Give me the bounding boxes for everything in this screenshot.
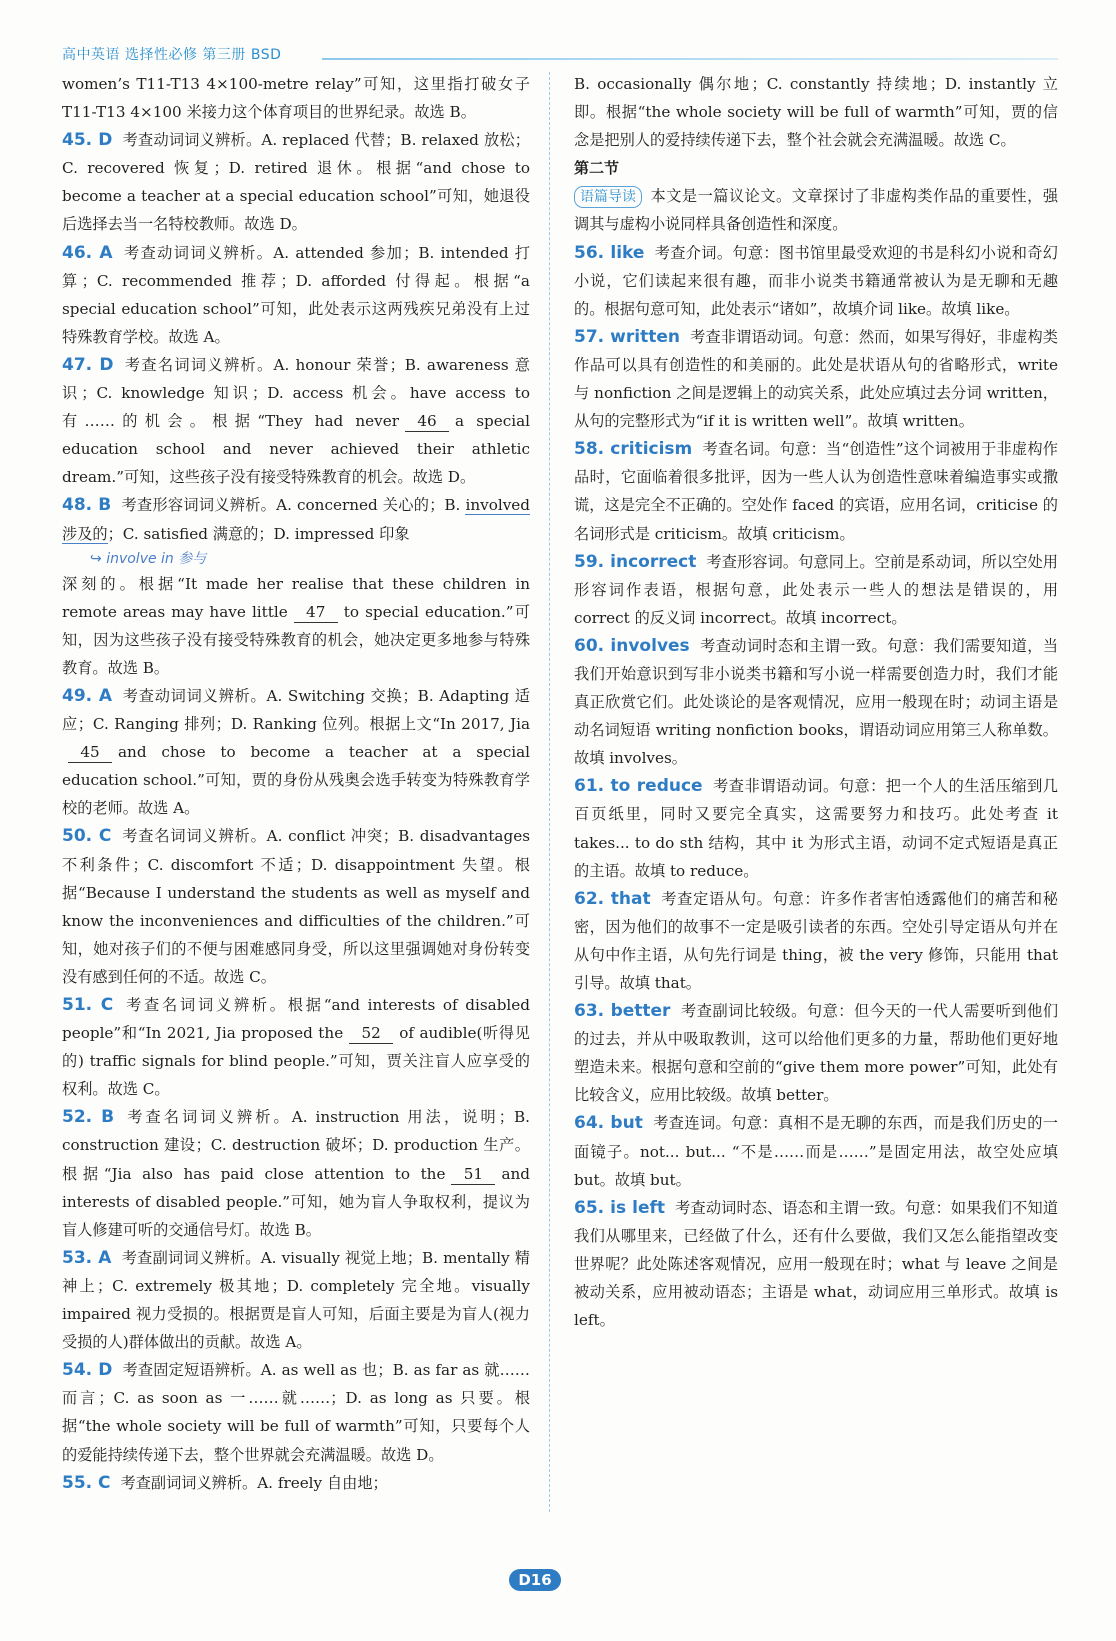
answer-57-text: 考查非谓语动词。句意：然而，如果写得好，非虚构类作品可以具有创造性的和美丽的。此处是状语从句的省略形式，write 与 nonfiction 之间是逻辑上的动宾关系，此处应填过去分词 written，从句的完整形式为“if it is written well”。故填 written。 [574, 327, 1058, 431]
answer-47-text-post: a special education school and never achieved their athletic dream.”可知，这些孩子没有接受特殊教育的机会。故选 D。 [62, 412, 530, 487]
answer-49 [62, 682, 530, 822]
page-header [62, 44, 1058, 66]
answer-51-text-pre: 考查名词词义辨析。根据“and interests of disabled people”和“In 2021, Jia proposed the [62, 996, 530, 1043]
answer-52-blank: 51 [451, 1164, 495, 1185]
answer-61 [574, 772, 1058, 884]
passage-guide-text: 本文是一篇议论文。文章探讨了非虚构类作品的重要性，强调其与虚构小说同样具备创造性和深度。 [574, 187, 1058, 234]
header-rule [322, 58, 1058, 60]
answer-48-text-post2: to special education.”可知，因为这些孩子没有接受特殊教育的机会，她决定更多地参与特殊教育。故选 B。 [62, 602, 530, 677]
answer-56-text: 考查介词。句意：图书馆里最受欢迎的书是科幻小说和奇幻小说，它们读起来很有趣，而非小说类书籍通常被认为是无聊和无趣的。根据句意可知，此处表示“诸如”，故填介词 like。故填 like。 [574, 243, 1058, 318]
answer-62 [574, 885, 1058, 997]
answer-48-number: 48. B [62, 495, 112, 516]
answer-47-blank: 46 [405, 411, 449, 432]
answer-54-text: 考查固定短语辨析。A. as well as 也；B. as far as 就……而言；C. as soon as 一……就……；D. as long as 只要。根据“the whole society will be full of warmth”可知，只要每个人的爱能持续传递下去，整个世界就会充满温暖。故选 D。 [62, 1361, 530, 1464]
answer-62-text: 考查定语从句。句意：许多作者害怕透露他们的痛苦和秘密，因为他们的故事不一定是吸引读者的东西。空处引导定语从句并在从句中作主语，从句先行词是 thing，被 the very 修饰，只能用 that 引导。故填 that。 [574, 889, 1058, 992]
answer-59 [574, 548, 1058, 632]
section-two-title: 第二节 [574, 159, 620, 178]
answer-60-number: 60. involves [574, 635, 690, 656]
answer-60-text: 考查动词时态和主谓一致。句意：我们需要知道，当我们开始意识到写非小说类书籍和写小说一样需要创造力时，我们才能真正欣赏它们。此处谈论的是客观情况，应用一般现在时；动词主语是动名词短语 writing nonfiction books，谓语动词应用第三人称单数。故填 involves。 [574, 636, 1059, 768]
answer-49-text-pre: 考查动词词义辨析。A. Switching 交换；B. Adapting 适应；C. Ranging 排列；D. Ranking 位列。根据上文“In 2017, Jia [62, 686, 530, 734]
answer-53 [62, 1244, 530, 1356]
answer-65-number: 65. is left [574, 1197, 666, 1218]
answer-52-text-post: and interests of disabled people.”可知，她为盲人争取权利，提议为盲人修建可听的交通信号灯。故选 B。 [62, 1164, 530, 1239]
answer-51-number: 51. C [62, 995, 114, 1015]
answer-64 [574, 1109, 1058, 1193]
answer-65 [574, 1194, 1058, 1334]
answer-50 [62, 822, 530, 991]
answer-63-number: 63. better [574, 1001, 671, 1022]
answer-continuation: women’s T11-T13 4×100-metre relay”可知，这里指打破女子T11-T13 4×100 米接力这个体育项目的世界纪录。故选 B。 [62, 75, 530, 122]
curve-arrow-icon: ↪ [90, 550, 107, 567]
answer-49-number: 49. A [62, 685, 112, 706]
answer-51 [62, 991, 530, 1103]
answer-57 [574, 323, 1058, 435]
answer-50-number: 50. C [62, 826, 112, 847]
right-column [574, 70, 1058, 1334]
header-title: 高中英语 选择性必修 第三册 BSD [62, 47, 282, 63]
answer-52 [62, 1103, 530, 1243]
answer-46-text: 考查动词词义辨析。A. attended 参加；B. intended 打算；C. recommended 推荐；D. afforded 付得起。根据“a special education school”可知，此处表示这两残疾兄弟没有上过特殊教育学校。故选 A。 [62, 243, 530, 346]
answer-65-text: 考查动词时态、语态和主谓一致。句意：如果我们不知道我们从哪里来，已经做了什么，还有什么要做，我们又怎么能指望改变世界呢？此处陈述客观情况，应用一般现在时；what 与 leave 之间是被动关系，应用被动语态；主语是 what，动词应用三单形式。故填 is left。 [574, 1198, 1059, 1330]
answer-59-text: 考查形容词。句意同上。空前是系动词，所以空处用形容词作表语，根据句意，此处表示一些人的想法是错误的，用 correct 的反义词 incorrect。故填 incorrect。 [574, 552, 1058, 627]
answer-64-text: 考查连词。句意：真相不是无聊的东西，而是我们历史的一面镜子。not... but... “不是……而是……”是固定用法，故空处应填 but。故填 but。 [574, 1114, 1058, 1189]
answer-63-text: 考查副词比较级。句意：但今天的一代人需要听到他们的过去，并从中吸取教训，这可以给他们更多的力量，帮助他们更好地塑造未来。根据句意和空前的“give them more power”可知，此处有比较含义，应用比较级。故填 better。 [574, 1002, 1059, 1105]
answer-51-text-post: of audible(听得见的) traffic signals for blind people.”可知，贾关注盲人应享受的权利。故选 C。 [62, 1024, 530, 1099]
answer-53-number: 53. A [62, 1247, 112, 1268]
answer-58-text: 考查名词。句意：当“创造性”这个词被用于非虚构作品时，它面临着很多批评，因为一些人认为创造性意味着编造事实或撒谎，这是完全不正确的。空处作 faced 的宾语，应用名词，criticise 的名词形式是 criticism。故填 criticism。 [574, 440, 1058, 543]
answer-55-text: 考查副词词义辨析。A. freely 自由地； [120, 1473, 388, 1492]
answer-56-number: 56. like [574, 242, 645, 263]
answer-59-number: 59. incorrect [574, 551, 697, 572]
answer-53-text: 考查副词词义辨析。A. visually 视觉上地；B. mentally 精神上；C. extremely 极其地；D. completely 完全地。visually impaired 视力受损的。根据贾是盲人可知，后面主要是为盲人(视力受损的人)群体做出的贡献。故选 A。 [62, 1248, 530, 1352]
answer-47-number: 47. D [62, 354, 114, 375]
answer-47 [62, 351, 530, 491]
answer-61-number: 61. to reduce [574, 776, 703, 797]
answer-45-number: 45. D [62, 130, 113, 151]
handwritten-note [62, 548, 530, 570]
answer-45 [62, 126, 530, 238]
answer-57-number: 57. written [574, 326, 680, 347]
answer-55-number: 55. C [62, 1472, 111, 1493]
passage-guide [574, 182, 1058, 238]
answer-48-continued [62, 570, 530, 682]
answer-49-text-post: and chose to become a teacher at a special education school.”可知，贾的身份从残奥会选手转变为特殊教育学校的老师。故选 A。 [62, 743, 530, 818]
answer-55 [62, 1469, 530, 1497]
page-number: D16 [509, 1569, 561, 1591]
handwritten-note-text: involve in 参与 [106, 550, 207, 567]
answer-48-involved: involved 涉及的 [62, 496, 530, 543]
answer-48-text-mid: ；C. satisfied 满意的；D. impressed 印象 [107, 524, 410, 543]
answer-46-number: 46. A [62, 242, 113, 263]
answer-48-blank: 47 [294, 602, 338, 623]
answer-62-number: 62. that [574, 888, 651, 909]
answer-63 [574, 997, 1058, 1109]
answer-51-blank: 52 [349, 1023, 393, 1044]
answer-56 [574, 239, 1058, 323]
answer-58 [574, 435, 1058, 547]
passage-guide-tag: 语篇导读 [574, 186, 642, 208]
answer-54 [62, 1356, 530, 1468]
answer-49-blank: 45 [68, 742, 112, 763]
answer-58-number: 58. criticism [574, 439, 693, 460]
answer-46 [62, 239, 530, 351]
left-column [62, 70, 530, 1497]
answer-47-text-pre: 考查名词词义辨析。A. honour 荣誉；B. awareness 意识；C. knowledge 知识；D. access 机会。have access to 有……的机会。根据“They had never [62, 355, 530, 431]
answer-52-number: 52. B [62, 1107, 115, 1128]
answer-54-number: 54. D [62, 1360, 113, 1381]
answer-64-number: 64. but [574, 1113, 643, 1134]
column-divider [549, 72, 550, 1512]
answer-48 [62, 491, 530, 547]
answer-50-text: 考查名词词义辨析。A. conflict 冲突；B. disadvantages 不利条件；C. discomfort 不适；D. disappointment 失望。根据“Because I understand the students as well as myself and know the inconveniences and difficulties of the children.”可知，她对孩子们的不便与困难感同身受，所以这里强调她对身份转变没有感到任何的不适。故选 C。 [62, 827, 530, 986]
answer-60 [574, 632, 1058, 772]
answer-61-text: 考查非谓语动词。句意：把一个人的生活压缩到几百页纸里，同时又要完全真实，这需要努力和技巧。此处考查 it takes... to do sth 结构，其中 it 为形式主语，动词不定式短语是真正的主语。故填 to reduce。 [574, 777, 1058, 880]
answer-45-text: 考查动词词义辨析。A. replaced 代替；B. relaxed 放松；C. recovered 恢复；D. retired 退休。根据“and chose to become a teacher at a special education school”可知，她退役后选择去当一名特校教师。故选 D。 [62, 131, 530, 234]
answer-55-continued: B. occasionally 偶尔地；C. constantly 持续地；D. instantly 立即。根据“the whole society will be full of warmth”可知，贾的信念是把别人的爱持续传递下去，整个社会就会充满温暖。故选 C。 [574, 75, 1058, 150]
answer-48-text-post1: 深刻的。根据“It made her realise that these children in remote areas may have little [62, 574, 530, 621]
answer-52-text-pre: 考查名词词义辨析。A. instruction 用法，说明；B. construction 建设；C. destruction 破坏；D. production 生产。根据“Jia also has paid close attention to the [62, 1108, 530, 1183]
answer-48-text-pre: 考查形容词词义辨析。A. concerned 关心的；B. [121, 496, 461, 515]
